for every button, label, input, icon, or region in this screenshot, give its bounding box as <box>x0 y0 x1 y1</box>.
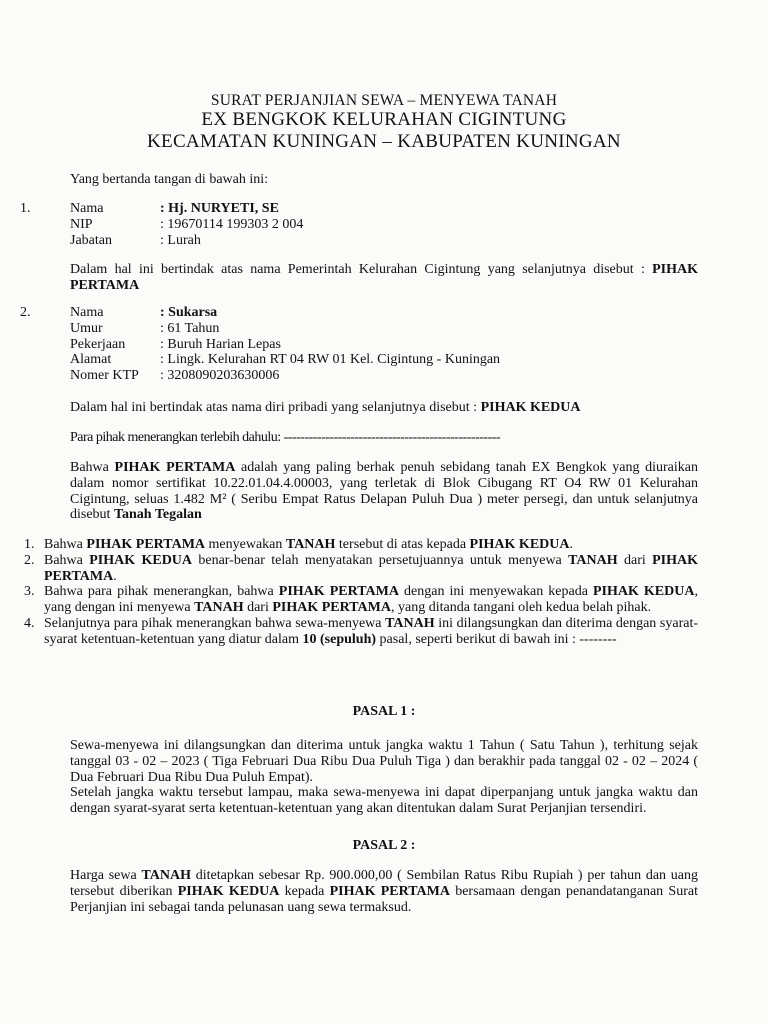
pasal-1-para-1: Sewa-menyewa ini dilangsungkan dan diterima untuk jangka waktu 1 Tahun ( Satu Tahun ), terhitung sejak tanggal 03 - 02 – 2023 ( Tiga Februari Dua Ribu Dua Puluh Tiga ) dan berakhir pada tanggal 02 - 02 – 2024 ( Dua Februari Dua Ribu Dua Puluh Empat). <box>70 738 698 785</box>
field-label: Nomer KTP <box>70 368 139 384</box>
list-item: 4. Selanjutnya para pihak menerangkan bahwa sewa-menyewa TANAH ini dilangsungkan dan diterima dengan syarat-syarat ketentuan-ketentuan yang diatur dalam 10 (sepuluh) pasal, seperti berikut di bawah ini : -------- <box>24 615 698 647</box>
field-value: : Sukarsa <box>160 305 218 320</box>
party-1-jabatan-row <box>20 233 720 249</box>
party-1-statement: Dalam hal ini bertindak atas nama Pemerintah Kelurahan Cigintung yang selanjutnya disebut : PIHAK PERTAMA <box>70 262 698 293</box>
party-1-details <box>20 201 720 248</box>
field-value: : 3208090203630006 <box>160 368 280 384</box>
document-title <box>0 92 768 152</box>
recital-paragraph: Bahwa PIHAK PERTAMA adalah yang paling berhak penuh sebidang tanah EX Bengkok yang diuraikan dalam nomor sertifikat 10.22.01.04.4.00003, yang terletak di Blok Cibugang RT O4 RW 01 Kelurahan Cigintung, seluas 1.482 M² ( Seribu Empat Ratus Delapan Puluh Dua ) meter persegi, dan untuk selanjutnya disebut Tanah Tegalan <box>70 460 698 523</box>
list-item: 3. Bahwa para pihak menerangkan, bahwa PIHAK PERTAMA dengan ini menyewakan kepada PIHAK KEDUA, yang dengan ini menyewa TANAH dari PIHAK PERTAMA, yang ditanda tangani oleh kedua belah pihak. <box>24 584 698 616</box>
party-2-number: 2. <box>20 305 31 320</box>
title-line-1: SURAT PERJANJIAN SEWA – MENYEWA TANAH <box>210 92 558 109</box>
party-2-umur-row <box>20 321 720 337</box>
pasal-1-heading: PASAL 1 : <box>352 704 416 719</box>
field-value: : Hj. NURYETI, SE <box>160 201 279 216</box>
role-pihak-pertama: PIHAK PERTAMA <box>70 262 698 293</box>
party-2-alamat-row <box>20 352 720 368</box>
field-label: Jabatan <box>70 232 112 248</box>
role-pihak-kedua: PIHAK KEDUA <box>480 400 581 415</box>
points-list <box>24 537 698 648</box>
field-value: : 61 Tahun <box>160 320 220 336</box>
party-2-statement: Dalam hal ini bertindak atas nama diri pribadi yang selanjutnya disebut : PIHAK KEDUA <box>70 400 581 415</box>
field-value: : Buruh Harian Lepas <box>160 336 281 352</box>
party-1-number: 1. <box>20 201 31 216</box>
party-2-pekerjaan-row <box>20 337 720 353</box>
party-2-name-row <box>20 305 720 321</box>
title-line-3: KECAMATAN KUNINGAN – KABUPATEN KUNINGAN <box>147 130 621 152</box>
field-label: Umur <box>70 320 103 336</box>
field-label: Nama <box>70 201 104 216</box>
field-value: : Lurah <box>160 232 201 248</box>
list-item: 2. Bahwa PIHAK KEDUA benar-benar telah menyatakan persetujuannya untuk menyewa TANAH dari PIHAK PERTAMA. <box>24 552 698 584</box>
field-label: Nama <box>70 305 104 320</box>
party-1-name-row <box>20 201 720 217</box>
party-2-ktp-row <box>20 368 720 384</box>
field-label: NIP <box>70 216 93 232</box>
field-label: Pekerjaan <box>70 336 126 352</box>
intro-text: Yang bertanda tangan di bawah ini: <box>70 172 269 187</box>
pasal-1-para-2: Setelah jangka waktu tersebut lampau, maka sewa-menyewa ini dapat diperpanjang untuk jangka waktu dan dengan syarat-syarat serta ketentuan-ketentuan yang akan ditentukan dalam Surat Perjanjian tersendiri. <box>70 785 698 817</box>
field-label: Alamat <box>70 352 112 368</box>
field-value: : 19670114 199303 2 004 <box>160 216 304 232</box>
pasal-2-heading: PASAL 2 : <box>352 838 416 853</box>
list-item: 1. Bahwa PIHAK PERTAMA menyewakan TANAH tersebut di atas kepada PIHAK KEDUA. <box>24 537 573 552</box>
pasal-1-body <box>70 738 698 817</box>
party-1-nip-row <box>20 217 720 233</box>
preamble-text: Para pihak menerangkan terlebih dahulu: ---------------------------------------------------- <box>70 430 501 445</box>
title-line-2: EX BENGKOK KELURAHAN CIGINTUNG <box>201 109 567 131</box>
party-2-details <box>20 305 720 384</box>
field-value: : Lingk. Kelurahan RT 04 RW 01 Kel. Cigintung - Kuningan <box>160 352 501 368</box>
pasal-2-body: Harga sewa TANAH ditetapkan sebesar Rp. 900.000,00 ( Sembilan Ratus Ribu Rupiah ) per tahun dan uang tersebut diberikan PIHAK KEDUA kepada PIHAK PERTAMA bersamaan dengan penandatanganan Surat Perjanjian ini sebagai tanda pelunasan uang sewa termaksud. <box>70 868 698 915</box>
